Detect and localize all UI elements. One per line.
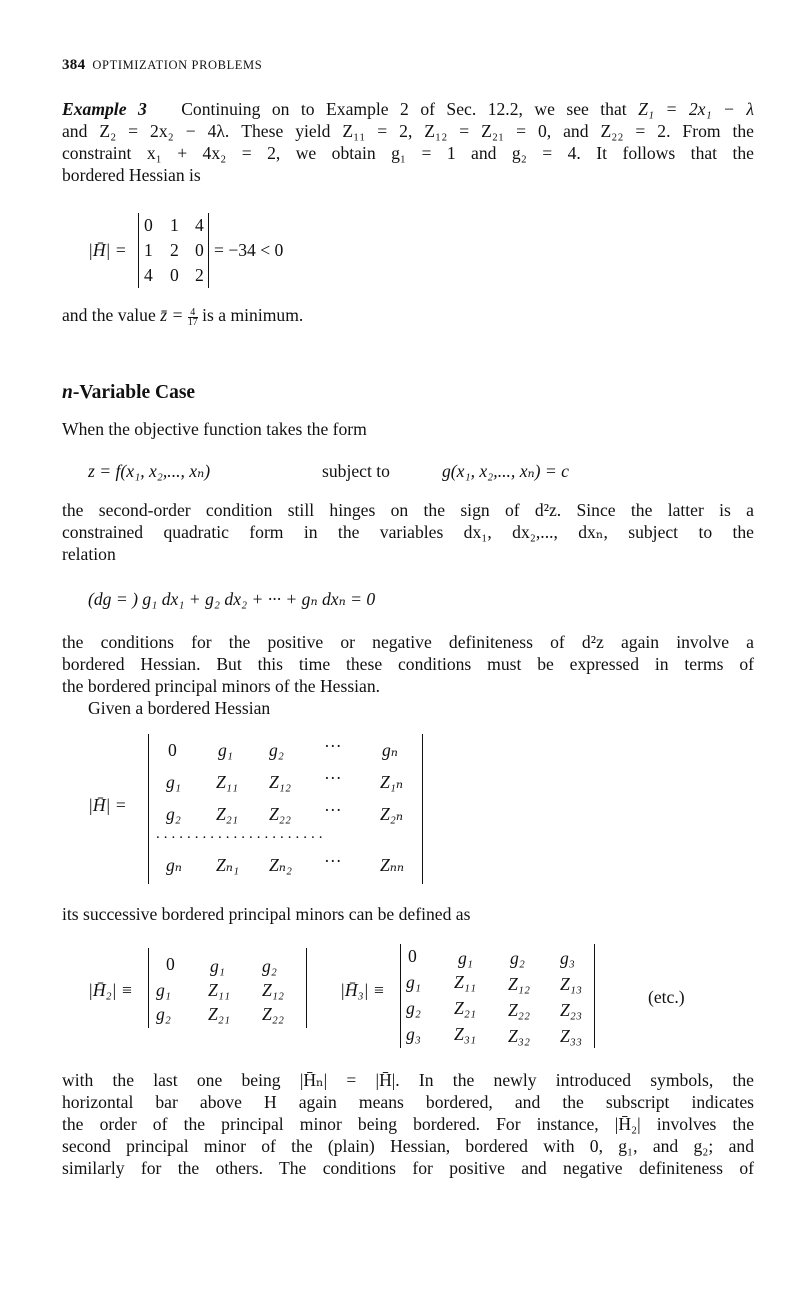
det-left-bar bbox=[148, 734, 149, 884]
paragraph-2-line-2: constrained quadratic form in the variables dx₁, dx₂,..., dxₙ, subject to the bbox=[62, 522, 754, 542]
det-right-bar bbox=[208, 213, 209, 288]
fraction-denominator: 17 bbox=[187, 317, 198, 328]
det-right-bar bbox=[306, 948, 307, 1028]
hessian-row-dots: ...................... bbox=[156, 826, 327, 842]
h3-cell: Z₃₁ bbox=[454, 1024, 477, 1044]
bordered-minor-h2 bbox=[88, 944, 318, 1034]
h3-cell: Z₂₃ bbox=[560, 1000, 583, 1020]
h3-cell: g₁ bbox=[406, 972, 421, 992]
hessian-cell: Zₙₙ bbox=[380, 855, 405, 875]
hessian-cell: gₙ bbox=[382, 740, 398, 760]
h2-cell: 0 bbox=[166, 954, 175, 974]
matrix-cell: 1 bbox=[170, 215, 179, 235]
hessian-cell: Z₁₂ bbox=[269, 772, 292, 792]
example-label: Example 3 bbox=[62, 99, 147, 119]
h2-cell: g₂ bbox=[262, 956, 277, 976]
example-line-2: and Z₂ = 2x₂ − 4λ. These yield Z₁₁ = 2, Z₁₂ = Z₂₁ = 0, and Z₂₂ = 2. From the bbox=[62, 121, 754, 141]
h2-cell: g₂ bbox=[156, 1004, 171, 1024]
matrix-cell: 1 bbox=[144, 240, 153, 260]
h3-cell: Z₁₁ bbox=[454, 972, 477, 992]
example-determinant bbox=[88, 210, 368, 290]
h3-cell: g₃ bbox=[560, 948, 575, 968]
example-line-3: constraint x₁ + 4x₂ = 2, we obtain g₁ = 1 and g₂ = 4. It follows that the bbox=[62, 143, 754, 163]
matrix-cell: 4 bbox=[195, 215, 204, 235]
hessian-cell: ··· bbox=[324, 851, 342, 871]
hessian-cell: g₁ bbox=[166, 772, 181, 792]
differential-constraint-equation: (dg = ) g₁ dx₁ + g₂ dx₂ + ··· + gₙ dxₙ = 0 bbox=[88, 589, 376, 609]
hessian-cell: Z₂₂ bbox=[269, 804, 292, 824]
constraint-equation: g(x₁, x₂,..., xₙ) = c bbox=[442, 461, 569, 481]
matrix-cell: 0 bbox=[170, 265, 179, 285]
h3-lhs: |H̄₃| ≡ bbox=[340, 980, 385, 1000]
h2-cell: Z₁₁ bbox=[208, 980, 231, 1000]
hessian-cell: Zₙ₂ bbox=[269, 855, 293, 875]
paragraph-6-line-5: similarly for the others. The conditions for positive and negative definiteness of bbox=[62, 1158, 754, 1178]
hessian-cell: ··· bbox=[324, 800, 342, 820]
general-bordered-hessian bbox=[88, 730, 448, 890]
conclusion-text-a: and the value bbox=[62, 305, 156, 325]
hessian-cell: 0 bbox=[168, 740, 177, 760]
hessian-cell: ··· bbox=[324, 736, 342, 756]
paragraph-5-text: its successive bordered principal minors can be defined as bbox=[62, 904, 471, 924]
h3-cell: Z₂₂ bbox=[508, 1000, 531, 1020]
paragraph-6-line-1: with the last one being |H̄ₙ| = |H̄|. In the newly introduced symbols, the bbox=[62, 1070, 754, 1090]
h3-cell: Z₃₃ bbox=[560, 1026, 583, 1046]
example-line-1: Continuing on to Example 2 of Sec. 12.2, we see that bbox=[181, 99, 627, 119]
paragraph-6 bbox=[62, 1069, 754, 1179]
example-line-1-eq: Z₁ = 2x₁ − λ bbox=[638, 99, 754, 119]
conclusion-z: z̄ = bbox=[160, 305, 184, 325]
matrix-cell: 0 bbox=[195, 240, 204, 260]
h2-lhs: |H̄₂| ≡ bbox=[88, 980, 133, 1000]
objective-equation: z = f(x₁, x₂,..., xₙ) bbox=[88, 461, 211, 481]
paragraph-6-line-4: second principal minor of the (plain) Hessian, bordered with 0, g₁, and g₂; and bbox=[62, 1136, 754, 1156]
h3-cell: Z₃₂ bbox=[508, 1026, 531, 1046]
hessian-cell: g₂ bbox=[166, 804, 181, 824]
determinant-lhs: |H̄| = bbox=[88, 240, 127, 260]
matrix-cell: 4 bbox=[144, 265, 153, 285]
h2-cell: Z₁₂ bbox=[262, 980, 285, 1000]
h3-cell: g₁ bbox=[458, 948, 473, 968]
h2-cell: Z₂₁ bbox=[208, 1004, 231, 1024]
matrix-cell: 2 bbox=[170, 240, 179, 260]
hessian-lhs: |H̄| = bbox=[88, 795, 127, 815]
paragraph-2-line-3: relation bbox=[62, 544, 116, 564]
paragraph-4: Given a bordered Hessian bbox=[88, 698, 271, 718]
etc-note: (etc.) bbox=[648, 987, 685, 1007]
paragraph-2-line-1: the second-order condition still hinges on the sign of d²z. Since the latter is a bbox=[62, 500, 754, 520]
h3-cell: g₃ bbox=[406, 1024, 421, 1044]
paragraph-6-line-2: horizontal bar above H again means bordered, and the subscript indicates bbox=[62, 1092, 754, 1112]
fraction-numerator: 4 bbox=[188, 308, 198, 318]
det-right-bar bbox=[422, 734, 423, 884]
det-right-bar bbox=[594, 944, 595, 1048]
h3-cell: Z₁₂ bbox=[508, 974, 531, 994]
det-left-bar bbox=[400, 944, 401, 1048]
h3-cell: g₂ bbox=[406, 998, 421, 1018]
hessian-cell: g₁ bbox=[218, 740, 233, 760]
det-left-bar bbox=[148, 948, 149, 1028]
example-3-paragraph bbox=[62, 98, 754, 186]
h3-cell: Z₁₃ bbox=[560, 974, 583, 994]
paragraph-6-line-3: the order of the principal minor being bordered. For instance, |H̄₂| involves the bbox=[62, 1114, 754, 1134]
hessian-cell: ··· bbox=[324, 768, 342, 788]
paragraph-2 bbox=[62, 499, 754, 565]
paragraph-1-text: When the objective function takes the form bbox=[62, 419, 367, 439]
section-heading bbox=[62, 382, 195, 404]
h3-cell: Z₂₁ bbox=[454, 998, 477, 1018]
paragraph-1 bbox=[62, 418, 754, 440]
example-line-4: bordered Hessian is bbox=[62, 165, 201, 185]
running-head bbox=[62, 57, 262, 74]
h2-cell: Z₂₂ bbox=[262, 1004, 285, 1024]
conclusion-text-b: is a minimum. bbox=[202, 305, 304, 325]
running-title: OPTIMIZATION PROBLEMS bbox=[92, 58, 263, 72]
hessian-cell: Z₁₁ bbox=[216, 772, 239, 792]
paragraph-3 bbox=[62, 631, 754, 719]
example-conclusion bbox=[62, 305, 303, 327]
matrix-cell: 0 bbox=[144, 215, 153, 235]
heading-text: -Variable Case bbox=[72, 382, 196, 403]
hessian-cell: Z₁ₙ bbox=[380, 772, 404, 792]
matrix-cell: 2 bbox=[195, 265, 204, 285]
paragraph-3-line-3: the bordered principal minors of the Hessian. bbox=[62, 676, 381, 696]
paragraph-5 bbox=[62, 903, 754, 925]
determinant-rhs: = −34 < 0 bbox=[214, 240, 284, 260]
hessian-cell: Z₂₁ bbox=[216, 804, 239, 824]
h2-cell: g₁ bbox=[156, 980, 171, 1000]
paragraph-3-line-1: the conditions for the positive or negative definiteness of d²z again involve a bbox=[62, 632, 754, 652]
heading-variable: n bbox=[62, 382, 73, 403]
h3-cell: 0 bbox=[408, 946, 417, 966]
subject-to-text: subject to bbox=[322, 461, 390, 481]
hessian-cell: g₂ bbox=[269, 740, 284, 760]
fraction bbox=[188, 308, 198, 327]
paragraph-3-line-2: bordered Hessian. But this time these conditions must be expressed in terms of bbox=[62, 654, 754, 674]
h2-cell: g₁ bbox=[210, 956, 225, 976]
page-number: 384 bbox=[62, 57, 86, 73]
hessian-cell: Zₙ₁ bbox=[216, 855, 240, 875]
hessian-cell: gₙ bbox=[166, 855, 182, 875]
h3-cell: g₂ bbox=[510, 948, 525, 968]
det-left-bar bbox=[138, 213, 139, 288]
bordered-minor-h3 bbox=[340, 940, 620, 1050]
hessian-cell: Z₂ₙ bbox=[380, 804, 404, 824]
